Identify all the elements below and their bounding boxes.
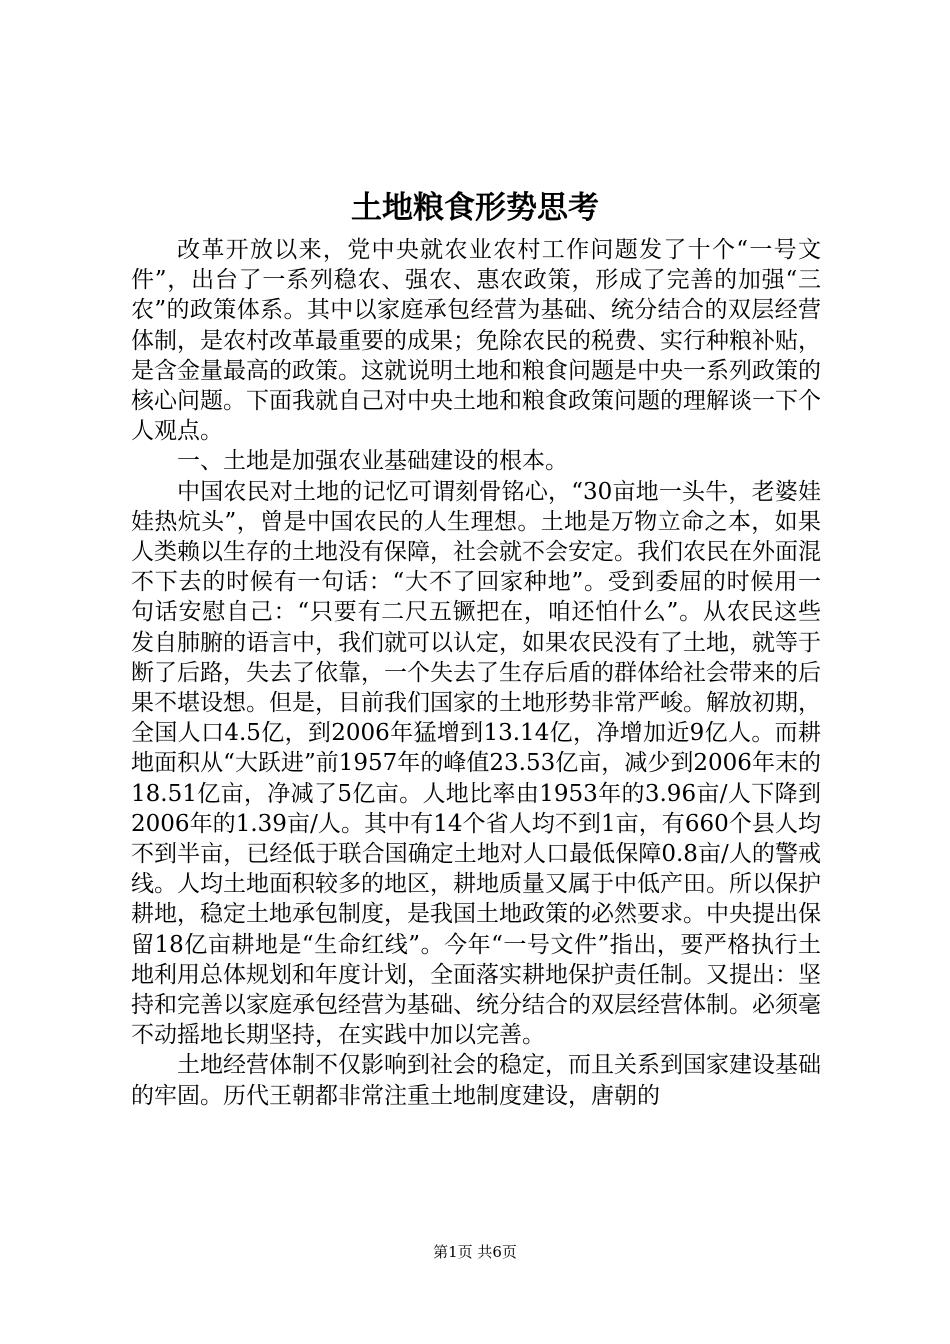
paragraph-land-system: 土地经营体制不仅影响到社会的稳定，而且关系到国家建设基础的牢固。历代王朝都非常注重土地制度建设，唐朝的: [131, 1052, 821, 1109]
page-footer: 第1页 共6页: [433, 1243, 517, 1261]
document-title: 土地粮食形势思考: [351, 190, 599, 226]
paragraph-land-situation: 中国农民对土地的记忆可谓刻骨铭心，“30亩地一头牛，老婆娃娃热炕头”，曾是中国农民的人生理想。土地是万物立命之本，如果人类赖以生存的土地没有保障，社会就不会安定。我们农民在外面混不下去的时候有一句话：“大不了回家种地”。受到委屈的时候用一句话安慰自己：“只要有二尺五镢把在，咱还怕什么”。从农民这些发自肺腑的语言中，我们就可以认定，如果农民没有了土地，就等于断了后路，失去了依靠，一个失去了生存后盾的群体给社会带来的后果不堪设想。但是，目前我们国家的土地形势非常严峻。解放初期，全国人口4.5亿，到2006年猛增到13.14亿，净增加近9亿人。而耕地面积从“大跃进”前1957年的峰值23.53亿亩，减少到2006年末的18.51亿亩，净减了5亿亩。人地比率由1953年的3.96亩/人下降到2006年的1.39亩/人。其中有14个省人均不到1亩，有660个县人均不到半亩，已经低于联合国确定土地对人口最低保障0.8亩/人的警戒线。人均土地面积较多的地区，耕地质量又属于中低产田。所以保护耕地，稳定土地承包制度，是我国土地政策的必然要求。中央提出保留18亿亩耕地是“生命红线”。今年“一号文件”指出，要严格执行土地利用总体规划和年度计划，全面落实耕地保护责任制。又提出：坚持和完善以家庭承包经营为基础、统分结合的双层经营体制。必须毫不动摇地长期坚持，在实践中加以完善。: [131, 478, 821, 1049]
paragraph-intro: 改革开放以来，党中央就农业农村工作问题发了十个“一号文件”，出台了一系列稳农、强农、惠农政策，形成了完善的加强“三农”的政策体系。其中以家庭承包经营为基础、统分结合的双层经营体制，是农村改革最重要的成果；免除农民的税费、实行种粮补贴，是含金量最高的政策。这就说明土地和粮食问题是中央一系列政策的核心问题。下面我就自己对中央土地和粮食政策问题的理解谈一下个人观点。: [131, 237, 821, 445]
document-body: [131, 235, 821, 1111]
section-heading-land: 一、土地是加强农业基础建设的根本。: [177, 448, 568, 475]
